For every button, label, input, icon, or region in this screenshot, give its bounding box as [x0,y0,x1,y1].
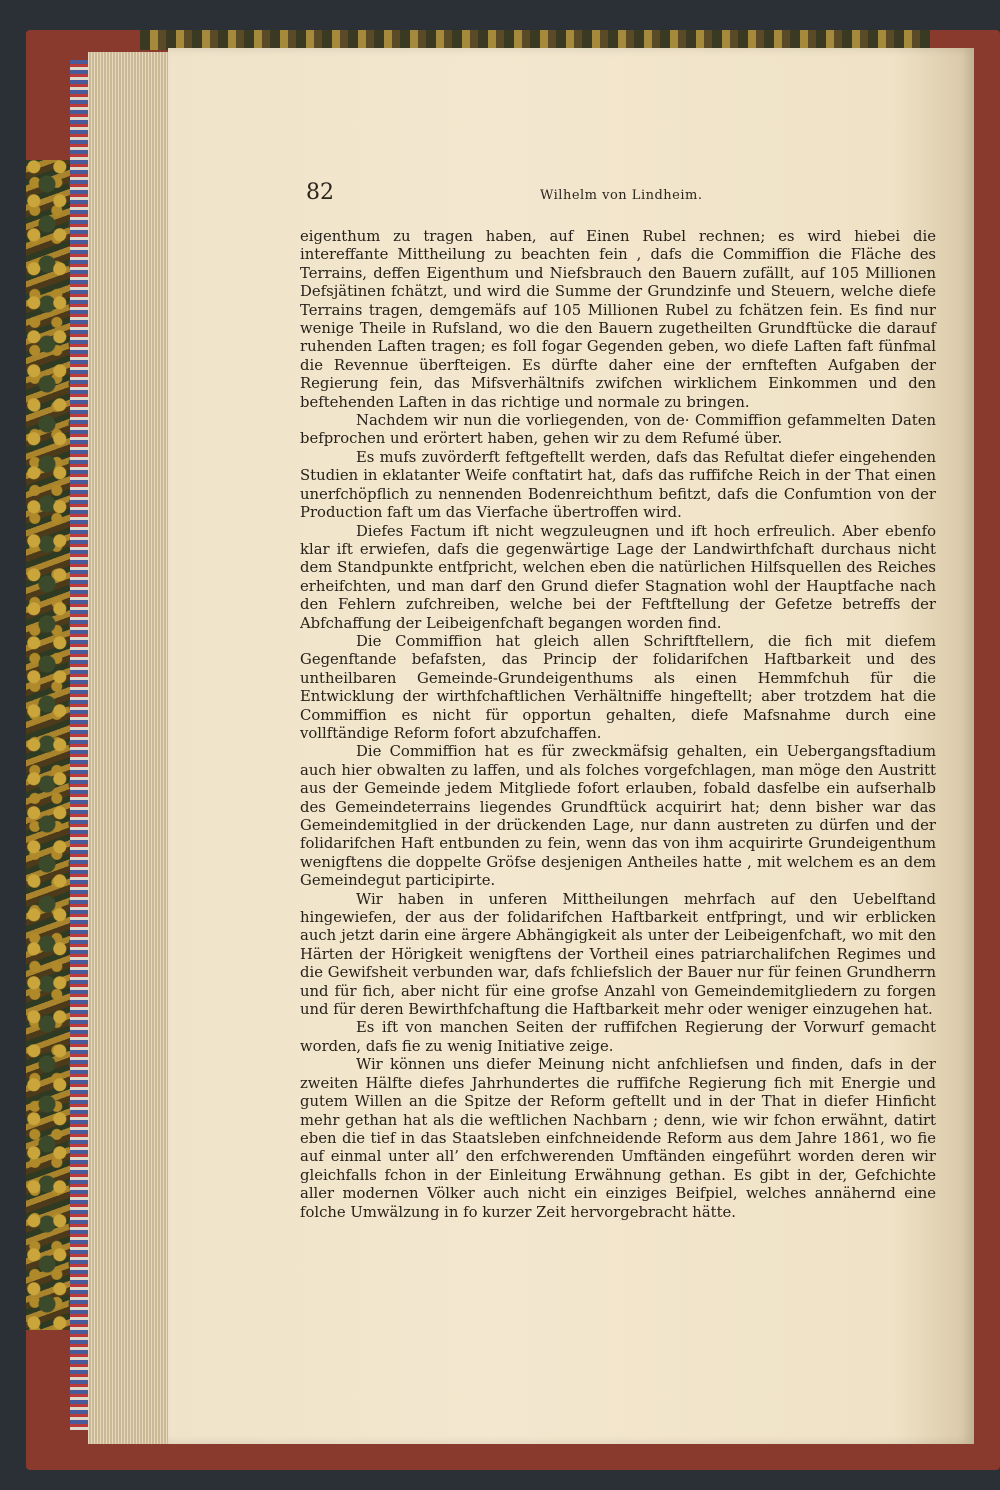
page-edge-stripes [70,60,88,1430]
paragraph: Wir haben in unferen Mittheilungen mehrfach auf den Uebelftand hingewiefen, der aus der folidarifchen Haftbarkeit entfpringt, und wir erblicken auch jetzt darin eine ärgere Abhängigkeit als unter der Leibeigenfchaft, wo mit den Härten der Hörigkeit wenigftens der Vortheil eines patriarchalifchen Regimes und die Gewifsheit verbunden war, dafs fchliefslich der Bauer nur für feinen Grundherrn und für fich, aber nicht für eine grofse Anzahl von Gemeindemitgliedern zu forgen und für deren Bewirthfchaftung die Haftbarkeit mehr oder weniger einzugehen hat. [300,890,936,1019]
paragraph: Die Commiffion hat gleich allen Schriftftellern, die fich mit diefem Gegenftande befafsten, das Princip der folidarifchen Haftbarkeit und des untheilbaren Gemeinde-Grundeigenthums als einen Hemmfchuh für die Entwicklung der wirthfchaftlichen Verhältniffe hingeftellt; aber trotzdem hat die Commiffion es nicht für opportun gehalten, diefe Mafsnahme durch eine vollftändige Reform fofort abzufchaffen. [300,632,936,742]
paragraph: Diefes Factum ift nicht wegzuleugnen und ift hoch erfreulich. Aber ebenfo klar ift erwiefen, dafs die gegenwärtige Lage der Landwirthfchaft durchaus nicht dem Standpunkte entfpricht, welchen eben die natürlichen Hilfsquellen des Reiches erheifchten, und man darf den Grund diefer Stagnation wohl der Hauptfache nach den Fehlern zufchreiben, welche bei der Feftftellung der Gefetze betreffs der Abfchaffung der Leibeigenfchaft begangen worden find. [300,522,936,632]
page-number: 82 [306,180,334,205]
page-leaves [88,52,170,1444]
running-title: Wilhelm von Lindheim. [540,188,703,203]
paragraph: Es mufs zuvörderft feftgeftellt werden, dafs das Refultat diefer eingehenden Studien in eklatanter Weife conftatirt hat, dafs das ruffifche Reich in der That einen unerfchöpflich zu nennenden Bodenreichthum befitzt, dafs die Confumtion von der Production faft um das Vierfache übertroffen wird. [300,448,936,522]
paragraph: Nachdem wir nun die vorliegenden, von de· Commiffion gefammelten Daten befprochen und erörtert haben, gehen wir zu dem Refumé über. [300,412,936,448]
running-head [306,180,938,210]
marbled-edge-top [140,30,930,50]
paragraph: eigenthum zu tragen haben, auf Einen Rubel rechnen; es wird hiebei die intereffante Mittheilung zu beachten fein , dafs die Commiffion die Fläche des Terrains, deffen Eigenthum und Niefsbrauch den Bauern zufällt, auf 105 Millionen Defsjätinen fchätzt, und wird die Summe der Grundzinfe und Steuern, welche diefe Terrains tragen, demgemäfs auf 105 Millionen Rubel zu fchätzen fein. Es find nur wenige Theile in Rufsland, wo die den Bauern zugetheilten Grundftücke die darauf ruhenden Laften tragen; es foll fogar Gegenden geben, wo diefe Laften faft fünfmal die Revennue überfteigen. Es dürfte daher eine der ernfteften Aufgaben der Regierung fein, das Mifsverhältnifs zwifchen wirklichem Einkommen und den beftehenden Laften in das richtige und normale zu bringen. [300,228,936,411]
paragraph: Die Commiffion hat es für zweckmäfsig gehalten, ein Uebergangsftadium auch hier obwalten zu laffen, und als folches vorgefchlagen, man möge den Austritt aus der Gemeinde jedem Mitgliede fofort erlauben, fobald dasfelbe ein aufserhalb des Gemeindeterrains liegendes Grundftück acquirirt hat; denn bisher war das Gemeindemitglied in der drückenden Lage, nur dann austreten zu dürfen und der folidarifchen Haft entbunden zu fein, wenn das von ihm acquirirte Grundeigenthum wenigftens die doppelte Gröfse desjenigen Antheiles hatte , mit welchem es an dem Gemeindegut participirte. [300,743,936,890]
paragraph: Wir können uns diefer Meinung nicht anfchliefsen und finden, dafs in der zweiten Hälfte diefes Jahrhundertes die ruffifche Regierung fich mit Energie und gutem Willen an die Spitze der Reform geftellt und in der That in diefer Hinficht mehr gethan hat als die weftlichen Nachbarn ; denn, wie wir fchon erwähnt, datirt eben die tief in das Staatsleben einfchneidende Reform aus dem Jahre 1861, wo fie auf einmal unter all’ den erfchwerenden Umftänden eingeführt worden deren wir gleichfalls fchon in der Einleitung Erwähnung gethan. Es gibt in der, Gefchichte aller modernen Völker auch nicht ein einziges Beifpiel, welches annähernd eine folche Umwälzung in fo kurzer Zeit hervorgebracht hätte. [300,1056,936,1221]
body-text [300,228,936,1222]
paragraph: Es ift von manchen Seiten der ruffifchen Regierung der Vorwurf gemacht worden, dafs fie zu wenig Initiative zeige. [300,1019,936,1055]
